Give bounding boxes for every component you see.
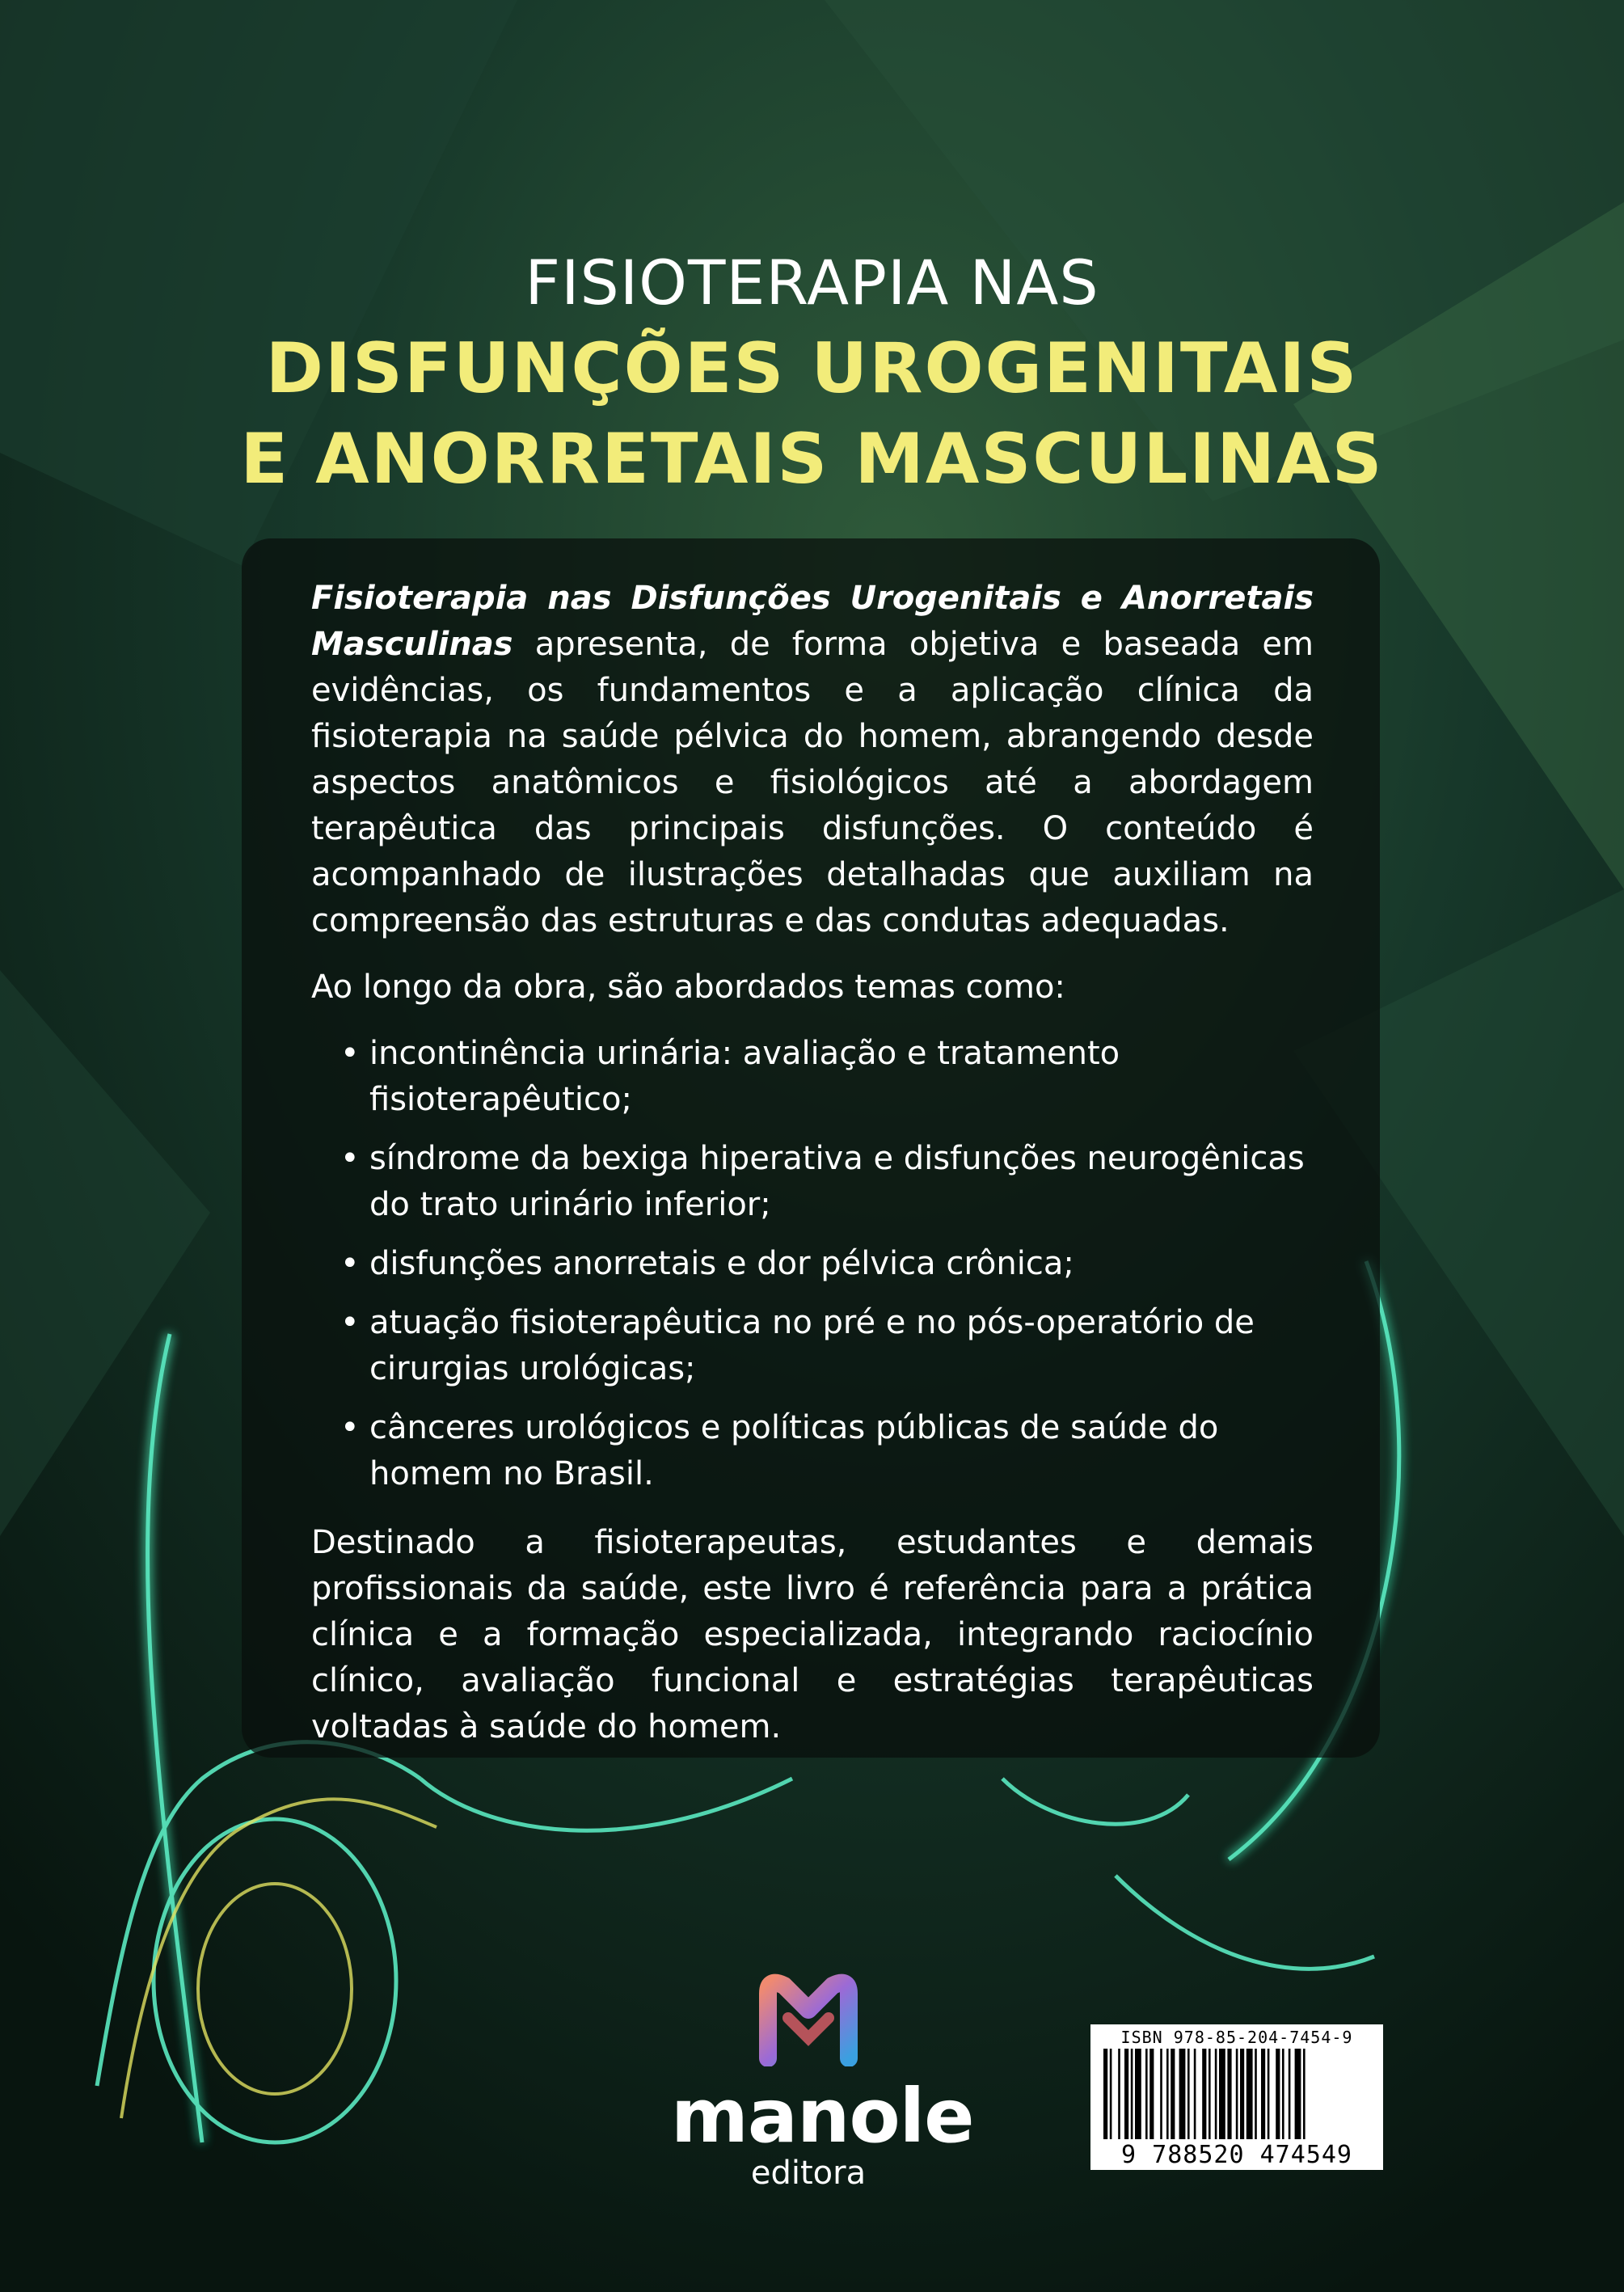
isbn-digits: 9 788520 474549 [1121, 2141, 1352, 2169]
bullet-icon: • [340, 1409, 360, 1446]
intro-book-title: Fisioterapia nas Disfunções Urogenitais e Anorretais Masculinas [311, 580, 1314, 663]
barcode-bar [1179, 2049, 1186, 2139]
barcode-bar [1171, 2049, 1175, 2139]
barcode-bar [1295, 2049, 1301, 2139]
book-title [0, 243, 1624, 504]
publisher-subtitle: editora [750, 2155, 867, 2192]
list-item [340, 1136, 1314, 1228]
barcode-bar [1103, 2049, 1107, 2139]
barcode-bar [1187, 2049, 1190, 2139]
barcode-bar [1166, 2049, 1169, 2139]
topic-text: síndrome da bexiga hiperativa e disfunções neurogênicas do trato urinário inferior; [369, 1140, 1305, 1223]
barcode-bar [1255, 2049, 1257, 2139]
barcode-bar [1160, 2049, 1162, 2139]
publisher-logo [671, 1969, 974, 2192]
barcode-bar [1215, 2049, 1217, 2139]
barcode-bar [1227, 2049, 1231, 2139]
barcode-bar [1194, 2049, 1196, 2139]
barcode-bar [1276, 2049, 1280, 2139]
barcode-bar [1209, 2049, 1211, 2139]
barcode-bar [1135, 2049, 1141, 2139]
title-line-2: DISFUNÇÕES UROGENITAIS [265, 328, 1359, 409]
barcode-bar [1202, 2049, 1206, 2139]
bullet-icon: • [340, 1304, 360, 1341]
back-cover-text [311, 576, 1314, 1771]
barcode-bar [1268, 2049, 1270, 2139]
isbn-label: ISBN 978-85-204-7454-9 [1120, 2028, 1353, 2047]
barcode-bar [1124, 2049, 1128, 2139]
intro-text: apresenta, de forma objetiva e baseada em evidências, os fundamentos e a aplicação clínica da fisioterapia na saúde pélvica do homem, abrangendo desde aspectos anatômicos e fisiológicos até a abordagem terapêutica das principais disfunções. O conteúdo é acompanhado de ilustrações detalhadas que auxiliam na compreensão das estruturas e das condutas adequadas. [311, 626, 1314, 939]
topics-intro: Ao longo da obra, são abordados temas como: [311, 969, 1065, 1006]
barcode-bar [1261, 2049, 1265, 2139]
intro-paragraph [311, 576, 1314, 944]
topics-list [311, 1031, 1314, 1497]
topic-text: cânceres urológicos e políticas públicas de saúde do homem no Brasil. [369, 1409, 1219, 1492]
bullet-icon: • [340, 1035, 360, 1072]
barcode-bar [1110, 2049, 1112, 2139]
barcode-bar [1240, 2049, 1244, 2139]
bullet-icon: • [340, 1245, 360, 1282]
barcode-bar [1118, 2049, 1120, 2139]
barcode-bar [1131, 2049, 1133, 2139]
topic-text: atuação fisioterapêutica no pré e no pós-operatório de cirurgias urológicas; [369, 1304, 1255, 1387]
barcode-bar [1145, 2049, 1148, 2139]
topic-text: disfunções anorretais e dor pélvica crônica; [369, 1245, 1074, 1282]
barcode-bar [1282, 2049, 1284, 2139]
barcode-bars [1103, 2049, 1370, 2139]
topic-text: incontinência urinária: avaliação e tratamento fisioterapêutico; [369, 1035, 1120, 1118]
list-item [340, 1405, 1314, 1497]
list-item [340, 1300, 1314, 1392]
barcode-bar [1236, 2049, 1238, 2139]
bullet-icon: • [340, 1140, 360, 1177]
title-line-3: E ANORRETAIS MASCULINAS [240, 419, 1384, 500]
barcode-bar [1149, 2049, 1154, 2139]
publisher-name: manole [671, 2073, 974, 2159]
list-item [340, 1241, 1314, 1287]
title-line-1: FISIOTERAPIA NAS [525, 247, 1099, 319]
barcode-bar [1289, 2049, 1291, 2139]
list-item [340, 1031, 1314, 1123]
barcode-bar [1219, 2049, 1225, 2139]
barcode-bar [1303, 2049, 1306, 2139]
barcode-bar [1246, 2049, 1253, 2139]
isbn-barcode [1090, 2024, 1383, 2170]
closing-paragraph: Destinado a fisioterapeutas, estudantes e demais profissionais da saúde, este livro é referência para a prática clínica e a formação especializada, integrando raciocínio clínico, avaliação funcional e estratégias terapêuticas voltadas à saúde do homem. [311, 1524, 1314, 1745]
manole-m-icon [752, 1969, 865, 2066]
